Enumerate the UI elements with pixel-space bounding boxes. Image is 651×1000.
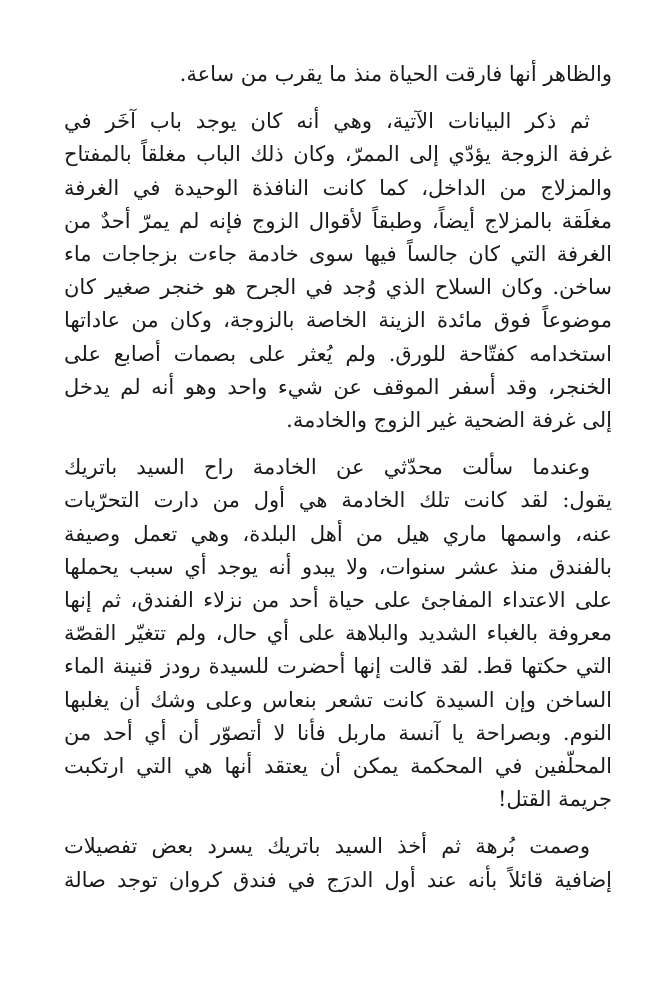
text-line: مغلَقة بالمزلاج أيضاً، وطبقاً لأقوال الزوج فإنه لم يمرّ أحدٌ من — [64, 208, 612, 233]
text-line: إضافية قائلاً بأنه عند أول الدرَج في فندق كروان توجد صالة — [64, 867, 612, 892]
text-line: التي حكتها قط. لقد قالت إنها أحضرت للسيدة رودز قنينة الماء — [64, 654, 612, 679]
text-line: موضوعاً فوق مائدة الزينة الخاصة بالزوجة، وكان من عاداتها — [64, 308, 612, 333]
text-line: على الاعتداء المفاجئ على حياة أحد من نزلاء الفندق، ثم إنها — [64, 588, 612, 613]
paragraph-2 — [64, 105, 612, 437]
text-line: عنه، واسمها ماري هيل من أهل البلدة، وهي تعمل وصيفة — [64, 521, 612, 546]
text-line: استخدامه كفتّاحة للورق. ولم يُعثر على بصمات أصابع على — [64, 341, 612, 366]
text-line: وعندما سألت محدّثي عن الخادمة راح السيد باتريك — [64, 455, 590, 480]
book-page — [64, 58, 612, 911]
text-line: الساخن وإن السيدة كانت تشعر بنعاس وعلى وشك أن يغلبها — [64, 687, 612, 712]
text-line: يقول: لقد كانت تلك الخادمة هي أول من دارت التحرّيات — [64, 488, 612, 513]
text-line: جريمة القتل! — [497, 787, 612, 812]
text-line: إلى غرفة الضحية غير الزوج والخادمة. — [286, 408, 612, 433]
text-line: الخنجر، وقد أسفر الموقف عن شيء واحد وهو أنه لم يدخل — [64, 374, 612, 399]
text-line: ثم ذكر البيانات الآتية، وهي أنه كان يوجد باب آخَر في — [64, 109, 590, 134]
paragraph-3 — [64, 451, 612, 816]
text-line: ساخن. وكان السلاح الذي وُجد في الجرح هو خنجر صغير كان — [64, 275, 612, 300]
text-line: وصمت بُرهة ثم أخذ السيد باتريك يسرد بعض تفصيلات — [64, 834, 590, 859]
text-line: والظاهر أنها فارقت الحياة منذ ما يقرب من ساعة. — [179, 62, 612, 86]
text-line: المحلّفين في المحكمة يمكن أن يعتقد أنها هي التي ارتكبت — [64, 754, 612, 779]
paragraph-4 — [64, 830, 612, 896]
text-line: معروفة بالغباء الشديد والبلاهة على أي حال، ولم تتغيّر القصّة — [64, 621, 612, 646]
text-line: والمزلاج من الداخل، كما كانت النافذة الوحيدة في الغرفة — [64, 175, 612, 200]
text-line: بالفندق منذ عشر سنوات، ولا يبدو أنه يوجد أي سبب يحملها — [64, 554, 612, 579]
text-line: غرفة الزوجة يؤدّي إلى الممرّ، وكان ذلك الباب مغلقاً بالمفتاح — [64, 142, 612, 167]
text-line: النوم. وبصراحة يا آنسة ماربل فأنا لا أتصوّر أن أي أحد من — [64, 720, 612, 745]
text-line: الغرفة التي كان جالساً فيها سوى خادمة جاءت بزجاجات ماء — [64, 242, 612, 267]
paragraph-1 — [64, 58, 612, 91]
